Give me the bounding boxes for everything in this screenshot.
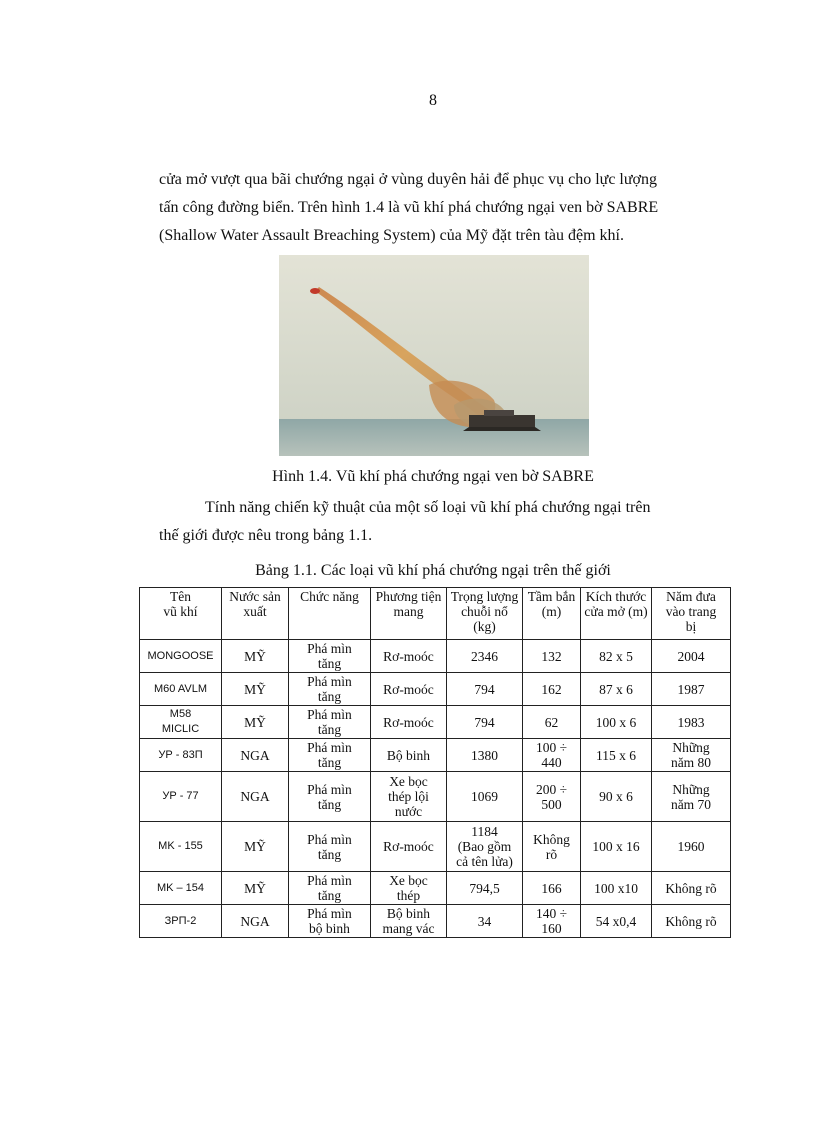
weapons-table (139, 587, 731, 938)
cell-range: 140 ÷ 160 (523, 905, 581, 938)
table-row (140, 872, 731, 905)
cell-country: MỸ (222, 822, 289, 872)
header-carrier: Phương tiện mang (371, 588, 447, 640)
cell-function: Phá mìn tăng (289, 739, 371, 772)
cell-function: Phá mìn bộ binh (289, 905, 371, 938)
table-row (140, 673, 731, 706)
cell-country: NGA (222, 739, 289, 772)
text-line: cửa mở vượt qua bãi chướng ngại ở vùng duyên hải để phục vụ cho lực lượng (159, 171, 657, 188)
table-caption: Bảng 1.1. Các loại vũ khí phá chướng ngại trên thế giới (255, 562, 611, 579)
cell-carrier: Bộ binh mang vác (371, 905, 447, 938)
paragraph-intro (159, 166, 715, 250)
cell-name: УР - 77 (140, 772, 222, 822)
cell-country: NGA (222, 905, 289, 938)
cell-charge-weight: 2346 (447, 640, 523, 673)
cell-breach-size: 100 x 16 (581, 822, 652, 872)
cell-breach-size: 100 x10 (581, 872, 652, 905)
cell-carrier: Rơ-moóc (371, 706, 447, 739)
cell-carrier: Rơ-moóc (371, 822, 447, 872)
cell-breach-size: 87 x 6 (581, 673, 652, 706)
cell-carrier: Rơ-moóc (371, 640, 447, 673)
cell-range: Không rõ (523, 822, 581, 872)
paragraph-table-intro (159, 494, 715, 550)
cell-function: Phá mìn tăng (289, 673, 371, 706)
cell-charge-weight: 1184 (Bao gồm cả tên lửa) (447, 822, 523, 872)
cell-function: Phá mìn tăng (289, 772, 371, 822)
cell-range: 132 (523, 640, 581, 673)
table-row (140, 822, 731, 872)
table-row (140, 739, 731, 772)
header-breach-size: Kích thước cửa mở (m) (581, 588, 652, 640)
header-charge-weight: Trọng lượng chuỗi nổ (kg) (447, 588, 523, 640)
cell-country: MỸ (222, 872, 289, 905)
cell-range: 166 (523, 872, 581, 905)
cell-charge-weight: 34 (447, 905, 523, 938)
cell-function: Phá mìn tăng (289, 822, 371, 872)
cell-breach-size: 90 x 6 (581, 772, 652, 822)
cell-country: NGA (222, 772, 289, 822)
cell-function: Phá mìn tăng (289, 640, 371, 673)
cell-year: 1983 (652, 706, 731, 739)
cell-year: Những năm 80 (652, 739, 731, 772)
header-country: Nước sản xuất (222, 588, 289, 640)
cell-breach-size: 82 x 5 (581, 640, 652, 673)
text-line: Tính năng chiến kỹ thuật của một số loại vũ khí phá chướng ngại trên (205, 499, 651, 516)
cell-name: УР - 83П (140, 739, 222, 772)
cell-range: 162 (523, 673, 581, 706)
cell-year: 1987 (652, 673, 731, 706)
cell-breach-size: 54 x0,4 (581, 905, 652, 938)
cell-function: Phá mìn tăng (289, 706, 371, 739)
header-range: Tầm bắn (m) (523, 588, 581, 640)
cell-year: Không rõ (652, 905, 731, 938)
table-row (140, 772, 731, 822)
text-line: (Shallow Water Assault Breaching System) của Mỹ đặt trên tàu đệm khí. (159, 227, 624, 244)
cell-charge-weight: 794 (447, 673, 523, 706)
cell-charge-weight: 794 (447, 706, 523, 739)
cell-name: M60 AVLM (140, 673, 222, 706)
cell-country: MỸ (222, 706, 289, 739)
header-year: Năm đưa vào trang bị (652, 588, 731, 640)
table-row (140, 640, 731, 673)
cell-charge-weight: 1380 (447, 739, 523, 772)
cell-carrier: Xe bọc thép lội nước (371, 772, 447, 822)
text-line: thế giới được nêu trong bảng 1.1. (159, 527, 373, 544)
cell-carrier: Xe bọc thép (371, 872, 447, 905)
cell-range: 100 ÷ 440 (523, 739, 581, 772)
table-row (140, 706, 731, 739)
table-header-row (140, 588, 731, 640)
header-name: Tên vũ khí (140, 588, 222, 640)
cell-country: MỸ (222, 673, 289, 706)
cell-carrier: Bộ binh (371, 739, 447, 772)
text-line: tấn công đường biển. Trên hình 1.4 là vũ khí phá chướng ngại ven bờ SABRE (159, 199, 659, 216)
cell-name: MK - 155 (140, 822, 222, 872)
cell-charge-weight: 1069 (447, 772, 523, 822)
sabre-launch-illustration (279, 255, 589, 456)
cell-carrier: Rơ-moóc (371, 673, 447, 706)
cell-charge-weight: 794,5 (447, 872, 523, 905)
cell-name: MK – 154 (140, 872, 222, 905)
cell-breach-size: 100 x 6 (581, 706, 652, 739)
cell-range: 62 (523, 706, 581, 739)
cell-name: ЗРП-2 (140, 905, 222, 938)
table-row (140, 905, 731, 938)
cell-breach-size: 115 x 6 (581, 739, 652, 772)
cell-name: M58 MICLIC (140, 706, 222, 739)
cell-year: 2004 (652, 640, 731, 673)
cell-year: Những năm 70 (652, 772, 731, 822)
cell-range: 200 ÷ 500 (523, 772, 581, 822)
page-number: 8 (429, 92, 437, 109)
cell-year: 1960 (652, 822, 731, 872)
cell-name: MONGOOSE (140, 640, 222, 673)
cell-function: Phá mìn tăng (289, 872, 371, 905)
figure-caption: Hình 1.4. Vũ khí phá chướng ngại ven bờ SABRE (272, 468, 594, 485)
cell-country: MỸ (222, 640, 289, 673)
cell-year: Không rõ (652, 872, 731, 905)
header-function: Chức năng (289, 588, 371, 640)
sabre-launch-photo (279, 255, 589, 456)
